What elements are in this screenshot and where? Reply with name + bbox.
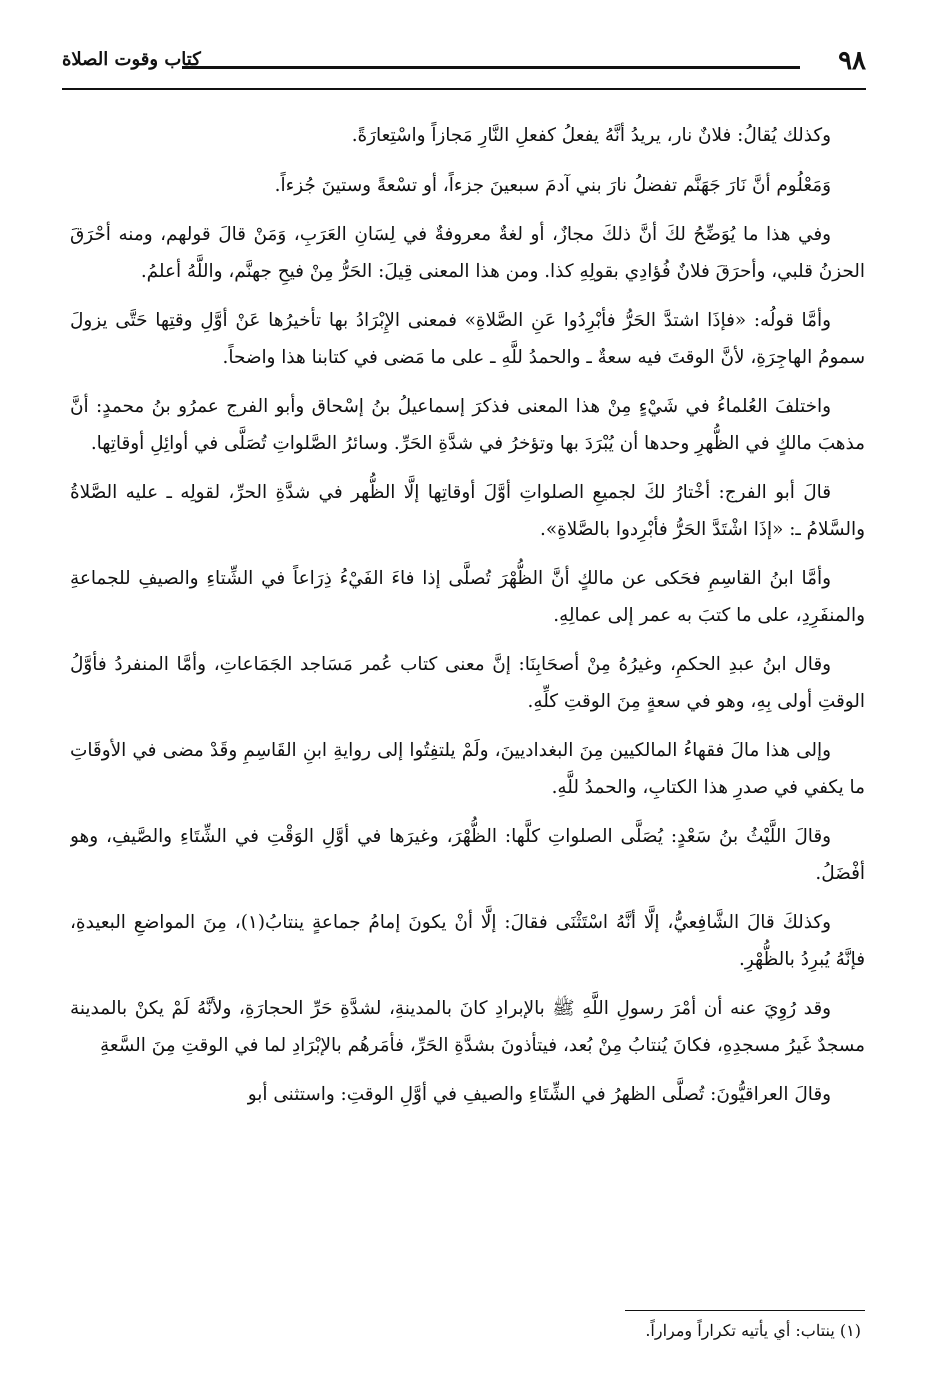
header-divider — [62, 88, 866, 90]
paragraph: وفي هذا ما يُوَضِّحُ لكَ أنَّ ذلكَ مجازٌ، أو لغةٌ معروفةٌ في لِسَانِ العَرَبِ، وَمَنْ قالَ قولهم، ومنه أحْرَقَ الحزنُ قلبي، وأحرَقَ فلانٌ فُؤادِي بقولِهِ كذا. ومن هذا المعنى قِيلَ: الحَرُّ مِنْ فيحِ جهنَّم، واللَّهُ أعلمُ. — [70, 224, 865, 282]
chapter-title: كتاب وقوت الصلاة — [62, 49, 201, 70]
paragraph: وأمَّا قولُه: «فإذَا اشتدَّ الحَرُّ فأبْرِدُوا عَنِ الصَّلاةِ» فمعنى الإِبْرَادُ بها تأخيرُها عَنْ أوَّلِ وقتِها حَتَّى يزولَ سمومُ الهاجِرَةِ، لأنَّ الوقتَ فيه سعةٌ ـ والحمدُ للَّهِ ـ على ما مَضى في كتابنا هذا واضحاً. — [70, 310, 865, 368]
footnote-rule — [625, 1310, 865, 1311]
paragraph: وأمَّا ابنُ القاسِمِ فحَكى عن مالكٍ أنَّ الظُّهْرَ تُصلَّى إذا فاءَ الفَيْءُ ذِرَاعاً في الشِّتاءِ والصيفِ للجماعةِ والمنفَرِدِ، على ما كتبَ به عمر إلى عمالِهِ. — [70, 568, 865, 626]
paragraph: وقالَ العراقيُّونَ: تُصلَّى الظهرُ في الشِّتَاءِ والصيفِ في أوَّلِ الوقتِ: واستثنى أبو — [247, 1084, 831, 1105]
paragraph: وقال ابنُ عبدِ الحكمِ، وغيرُهُ مِنْ أصحَابِنَا: إنَّ معنى كتاب عُمر مَسَاجد الجَمَاعاتِ، وأمَّا المنفردُ فأوَّلُ الوقتِ أولى بِهِ، وهو في سعةٍ مِنَ الوقتِ كلِّهِ. — [70, 654, 865, 712]
paragraph: قالَ أبو الفرج: أخْتارُ لكَ لجميعِ الصلواتِ أوَّلَ أوقاتِها إلَّا الظُّهر في شدَّةِ الحرِّ، لقولِه ـ عليه الصَّلاةُ والسَّلامُ ـ: «إذَا اشْتَدَّ الحَرُّ فأبْرِدوا بالصَّلاةِ». — [70, 482, 865, 540]
paragraph: وقالَ اللَّيْثُ بنُ سَعْدٍ: يُصَلَّى الصلواتِ كلَّها: الظُّهْرَ، وغيرَها في أوَّلِ الوَقْتِ في الشِّتَاءِ والصَّيفِ، وهو أفْضَلُ. — [70, 826, 865, 884]
page-number: ٩٨ — [838, 46, 866, 76]
paragraph: وَمَعْلُوم أنَّ نَارَ جَهَنَّم تفضلُ نارَ بني آدمَ سبعينَ جزءاً، أو تسْعةً وستينَ جُزءاً. — [274, 174, 831, 196]
paragraph: وكذلك يُقالُ: فلانٌ نار، يريدُ أنَّهُ يفعلُ كفعلِ النَّارِ مَجازاً واسْتِعارَةً. — [351, 125, 831, 146]
paragraph: وإلى هذا مالَ فقهاءُ المالكيين مِنَ البغداديينَ، ولَمْ يلتفِتُوا إلى روايةِ ابنِ القَاسِمِ وقَدْ مضى في الأوقَاتِ ما يكفي في صدرِ هذا الكتابِ، والحمدُ للَّهِ. — [70, 740, 865, 798]
main-text — [70, 118, 865, 1288]
paragraph: وكذلكَ قالَ الشَّافِعيُّ، إلَّا أنَّهُ اسْتَثْنَى فقالَ: إلَّا أنْ يكونَ إمامُ جماعةٍ ينتابُ(١)، مِنَ المواضعِ البعيدةِ، فإنَّهُ يُبرِدُ بالظُّهْرِ. — [70, 912, 865, 970]
paragraph: واختلفَ العُلماءُ في شَيْءٍ مِنْ هذا المعنى فذكرَ إسماعيلُ بنُ إسْحاق وأبو الفرج عمرُو بنُ محمدٍ: أنَّ مذهبَ مالكٍ في الظُّهرِ وحدها أن يُبْرَدَ بها وتؤخرُ في شدَّةِ الحَرِّ. وسائرُ الصَّلواتِ تُصَلَّى في أوائِلِ أوقاتِها. — [70, 396, 865, 454]
paragraph: وقد رُوِيَ عنه أن أمْرَ رسولِ اللَّهِ ﷺ بالإبرادِ كانَ بالمدينةِ، لشدَّةِ حَرِّ الحجارَةِ، ولأنَّهُ لَمْ يكنْ بالمدينة مسجدٌ غَيرُ مسجدِهِ، فكانَ يُنتابُ مِنْ بُعد، فيتأذونَ بشدَّةِ الحَرِّ، فأمَرهُم بالإبْرَادِ لما في الوقتِ مِنَ السَّعةِ — [70, 998, 865, 1056]
header-rule — [182, 66, 800, 69]
footnote: (١) ينتاب: أي يأتيه تكراراً ومراراً. — [645, 1321, 861, 1340]
running-header — [62, 44, 866, 84]
